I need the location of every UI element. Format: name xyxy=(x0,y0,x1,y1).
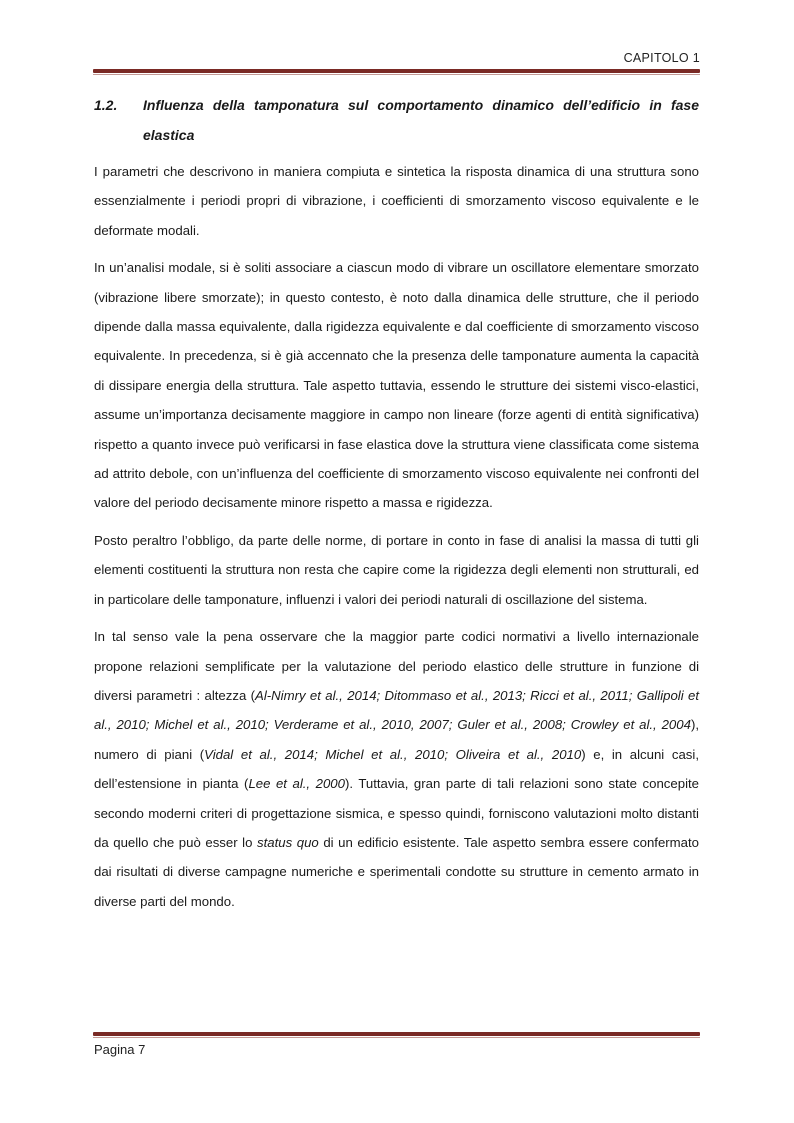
section-title: Influenza della tamponatura sul comportamento dinamico dell’edificio in fase elastica xyxy=(143,97,699,143)
paragraph-4-text-3: ) e, in alcuni casi, dell’estensione in pianta ( xyxy=(94,746,699,792)
paragraph-4-text-1: In tal senso vale la pena osservare che la maggior parte codici normativi a livello internazionale propone relazioni semplificate per la valutazione del periodo elastico delle strutture in funzione di diversi parametri : altezza ( xyxy=(94,629,699,703)
citation-estensione-pianta: Lee et al., 2000 xyxy=(248,776,345,792)
paragraph-3: Posto peraltro l’obbligo, da parte delle norme, di portare in conto in fase di analisi la massa di tutti gli elementi costituenti la struttura non resta che capire come la rigidezza degli elementi non strutturali, ed in particolare delle tamponature, influenzi i valori dei periodi naturali di oscillazione del sistema. xyxy=(94,532,699,607)
paragraph-4-text-2: ), numero di piani ( xyxy=(94,717,699,762)
footer-divider xyxy=(93,1032,700,1036)
paragraph-4-text-4: ). Tuttavia, gran parte di tali relazioni sono state concepite secondo moderni criteri di progettazione sismica, e spesso quindi, forniscono valutazioni molto distanti da quello che può esser lo xyxy=(94,776,699,850)
status-quo-term: status quo xyxy=(257,834,319,850)
paragraph-4-text-5: di un edificio esistente. Tale aspetto sembra essere confermato dai risultati di diverse campagne numeriche e sperimentali condotte su strutture in cemento armato in diverse parti del mondo. xyxy=(94,834,699,909)
header-divider xyxy=(93,69,700,73)
citation-numero-piani: Vidal et al., 2014; Michel et al., 2010; Oliveira et al., 2010 xyxy=(204,746,582,762)
running-header-chapter: CAPITOLO 1 xyxy=(623,51,700,65)
section-heading xyxy=(94,90,699,150)
paragraph-2: In un’analisi modale, si è soliti associare a ciascun modo di vibrare un oscillatore elementare smorzato (vibrazione libere smorzate); in questo contesto, è noto dalla dinamica delle strutture, che il periodo dipende dalla massa equivalente, dalla rigidezza equivalente e dal coefficiente di smorzamento viscoso equivalente. In precedenza, si è già accennato che la presenza delle tamponature aumenta la capacità di dissipare energia della struttura. Tale aspetto tuttavia, essendo le strutture dei sistemi visco-elastici, assume un’importanza decisamente maggiore in campo non lineare (forze agenti di entità significativa) rispetto a quanto invece può verificarsi in fase elastica dove la struttura viene classificata come sistema ad attrito debole, con un’influenza del coefficiente di smorzamento viscoso equivalente nei confronti del valore del periodo decisamente minore rispetto a massa e rigidezza. xyxy=(94,260,699,511)
page-number: Pagina 7 xyxy=(94,1042,146,1057)
page-body xyxy=(94,90,699,924)
paragraph-4 xyxy=(94,622,699,916)
citation-altezza: Al-Nimry et al., 2014; Ditommaso et al., 2013; Ricci et al., 2011; Gallipoli et al., 2010; Michel et al., 2010; Verderame et al., 2010, 2007; Guler et al., 2008; Crowley et al., 2004 xyxy=(94,687,699,733)
section-number: 1.2. xyxy=(94,97,118,113)
paragraph-1: I parametri che descrivono in maniera compiuta e sintetica la risposta dinamica di una struttura sono essenzialmente i periodi propri di vibrazione, i coefficienti di smorzamento viscoso equivalente e le deformate modali. xyxy=(94,164,699,238)
